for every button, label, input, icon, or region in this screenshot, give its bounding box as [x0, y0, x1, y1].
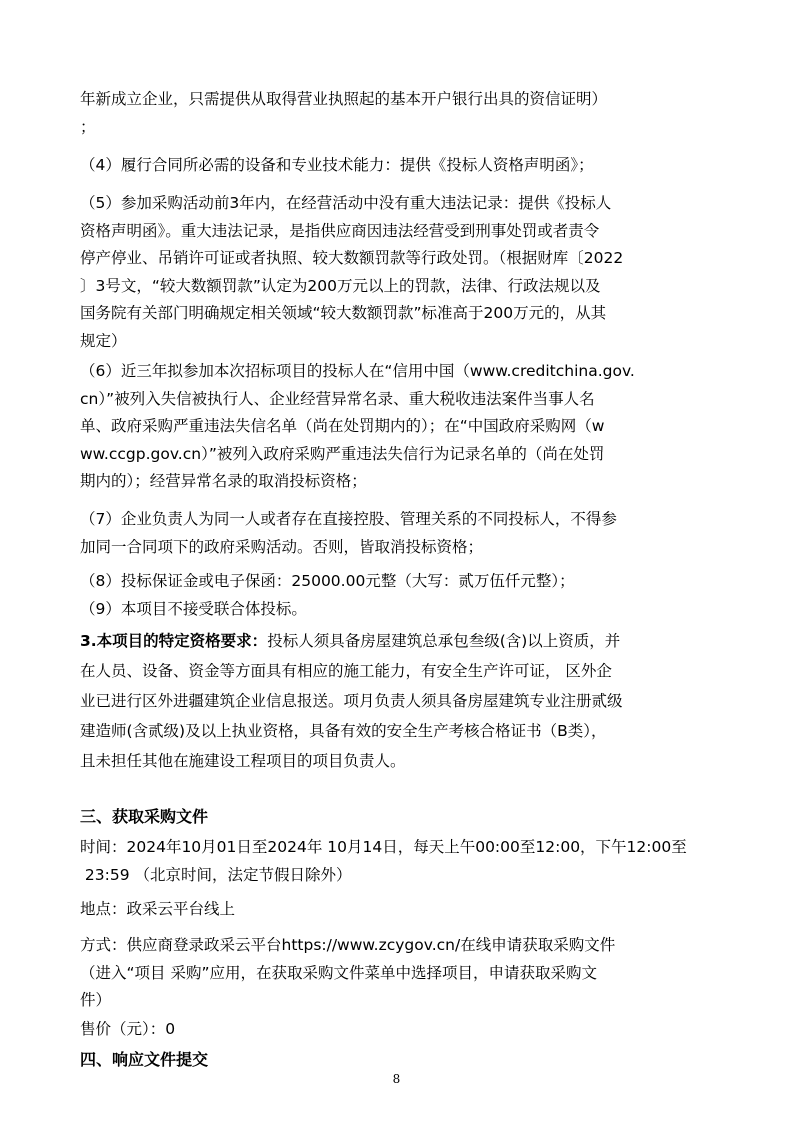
text-line: （4）履行合同所必需的设备和专业技术能力：提供《投标人资格声明函》；: [80, 156, 594, 174]
place-paragraph: [80, 896, 680, 924]
text-line: 国务院有关部门明确规定相关领域“较大数额罚款”标准高于200万元的，从其: [80, 304, 607, 322]
item-6: [80, 358, 680, 496]
text-line: （9）本项目不接受联合体投标。: [80, 600, 307, 618]
item-8: [80, 568, 680, 596]
text-line: 23:59 （北京时间，法定节假日除外）: [80, 865, 352, 884]
text-line: cn）”被列入失信被执行人、企业经营异常名录、重大税收违法案件当事人名: [80, 389, 595, 408]
text-line: 在人员、设备、资金等方面具有相应的施工能力，有安全生产许可证， 区外企: [80, 662, 612, 680]
text-line: 建造师(含贰级)及以上执业资格，具备有效的安全生产考核合格证书（B类），: [80, 722, 607, 740]
text-line: （7）企业负责人为同一人或者存在直接控股、管理关系的不同投标人，不得参: [80, 510, 617, 528]
text-line: 业已进行区外进疆建筑企业信息报送。项月负责人须具备房屋建筑专业注册贰级: [80, 692, 623, 710]
text-line: 售价（元）：0: [80, 1020, 176, 1038]
text-line: 年新成立企业，只需提供从取得营业执照起的基本开户银行出具的资信证明）: [80, 90, 608, 108]
item-4: [80, 152, 680, 180]
item-5: [80, 190, 680, 355]
text-line: 期内的）；经营异常名录的取消投标资格；: [80, 472, 367, 490]
text-line: 加同一合同项下的政府采购活动。否则，皆取消投标资格；: [80, 537, 484, 556]
heading-obtain-documents: 三、获取采购文件: [80, 807, 209, 826]
text-line: 方式：供应商登录政采云平台https://www.zcygov.cn/在线申请获取采购文件: [80, 936, 616, 954]
text-line: ；: [80, 117, 96, 136]
text-line: （6）近三年拟参加本次招标项目的投标人在“信用中国（www.creditchina.gov.: [80, 362, 635, 380]
section-3-specific-requirements: [80, 626, 680, 776]
price-paragraph: [80, 1016, 680, 1044]
text-line: 〕3号文，“较大数额罚款”认定为200万元以上的罚款，法律、行政法规以及: [80, 276, 601, 295]
text-line: 地点：政采云平台线上: [80, 900, 236, 918]
text-line: （进入“项目 采购”应用，在获取采购文件菜单中选择项目，申请获取采购文: [80, 963, 597, 982]
text-line: （8）投标保证金或电子保函：25000.00元整（大写：贰万伍仟元整）；: [80, 572, 575, 590]
page-number: 8: [392, 1072, 401, 1086]
text-line: 且未担任其他在施建设工程项目的项目负责人。: [80, 752, 406, 770]
time-paragraph: [80, 834, 687, 889]
text-line: 件）: [80, 991, 112, 1009]
heading-submit-response: 四、响应文件提交: [80, 1050, 209, 1069]
section-3-first-line: 投标人须具备房屋建筑总承包叁级(含)以上资质，并: [267, 632, 621, 650]
text-line: 资格声明函》。重大违法记录，是指供应商因违法经营受到刑事处罚或者责令: [80, 221, 600, 240]
method-paragraph: [80, 932, 680, 1015]
text-line: ww.ccgp.gov.cn）”被列入政府采购严重违法失信行为记录名单的（尚在处罚: [80, 444, 605, 463]
text-line: （5）参加采购活动前3年内，在经营活动中没有重大违法记录：提供《投标人: [80, 194, 612, 212]
text-line: 规定）: [80, 331, 127, 350]
item-9: [80, 596, 680, 624]
paragraph-continuation: [80, 86, 680, 141]
text-line: 时间：2024年10月01日至2024年 10月14日，每天上午00:00至12:00，下午12:00至: [80, 838, 687, 856]
text-line: [80, 626, 680, 656]
text-line: 停产停业、吊销许可证或者执照、较大数额罚款等行政处罚。（根据财库〔2022: [80, 249, 624, 267]
item-7: [80, 506, 680, 561]
section-3-lead: 3.本项目的特定资格要求：: [80, 632, 268, 650]
text-line: 单、政府采购严重违法失信名单（尚在处罚期内的）；在“中国政府采购网（w: [80, 417, 605, 435]
